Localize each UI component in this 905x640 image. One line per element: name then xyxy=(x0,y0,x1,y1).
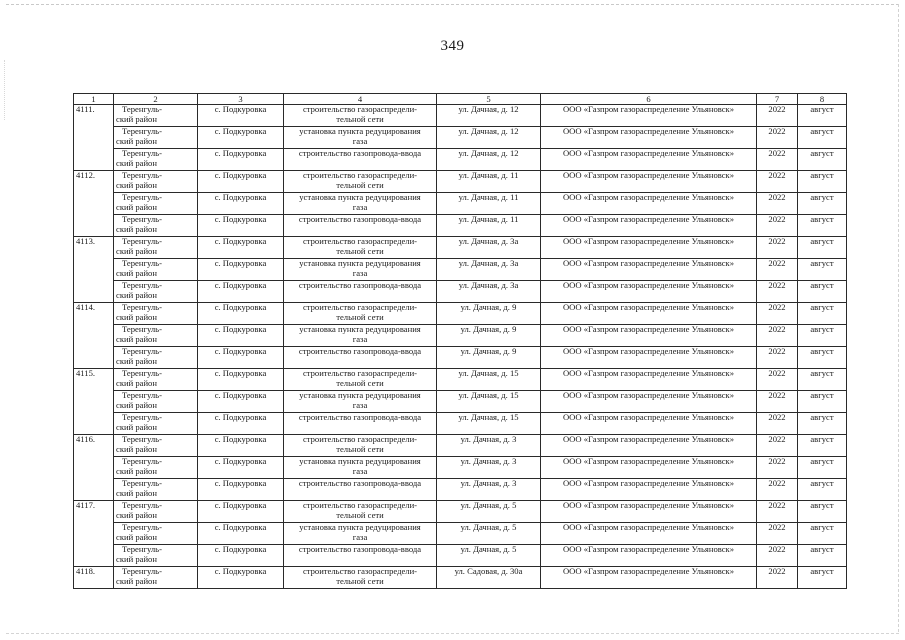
district-cell-line: Теренгуль- xyxy=(122,566,162,576)
work-type-cell xyxy=(284,281,437,303)
work-type-cell-line: строительство газопровода-ввода xyxy=(298,478,422,488)
district-cell-line: ский район xyxy=(116,289,157,300)
table-row xyxy=(74,193,847,215)
work-type-cell-line: строительство газораспредели- xyxy=(302,434,418,444)
year-cell: 2022 xyxy=(757,259,798,281)
year-cell: 2022 xyxy=(757,457,798,479)
district-cell-line: Теренгуль- xyxy=(122,544,162,554)
work-type-cell-line: установка пункта редуцирования xyxy=(299,390,421,400)
district-cell xyxy=(114,325,198,347)
work-type-cell-line: строительство газопровода-ввода xyxy=(298,214,422,224)
address-cell: ул. Дачная, д. 11 xyxy=(437,215,541,237)
address-cell: ул. Дачная, д. 5 xyxy=(437,501,541,523)
work-type-cell xyxy=(284,303,437,325)
table-row xyxy=(74,127,847,149)
work-type-cell xyxy=(284,523,437,545)
record-number-cell: 4113. xyxy=(74,237,114,303)
organization-cell: ООО «Газпром газораспределение Ульяновск» xyxy=(541,171,757,193)
address-cell: ул. Дачная, д. 15 xyxy=(437,391,541,413)
address-cell: ул. Дачная, д. 5 xyxy=(437,545,541,567)
district-cell xyxy=(114,105,198,127)
district-cell xyxy=(114,479,198,501)
district-cell-line: Теренгуль- xyxy=(122,412,162,422)
year-cell: 2022 xyxy=(757,435,798,457)
district-cell xyxy=(114,501,198,523)
work-type-cell xyxy=(284,215,437,237)
district-cell-line: Теренгуль- xyxy=(122,170,162,180)
organization-cell: ООО «Газпром газораспределение Ульяновск» xyxy=(541,523,757,545)
header-cell-1: 1 xyxy=(74,94,114,105)
organization-cell: ООО «Газпром газораспределение Ульяновск» xyxy=(541,259,757,281)
month-cell: август xyxy=(798,479,847,501)
district-cell-line: ский район xyxy=(116,267,157,278)
table-row xyxy=(74,325,847,347)
work-type-cell xyxy=(284,391,437,413)
district-cell-line: Теренгуль- xyxy=(122,302,162,312)
district-cell-line: ский район xyxy=(116,135,157,146)
table-row xyxy=(74,545,847,567)
month-cell: август xyxy=(798,259,847,281)
record-number-cell: 4111. xyxy=(74,105,114,171)
work-type-cell xyxy=(284,127,437,149)
district-cell-line: Теренгуль- xyxy=(122,368,162,378)
table-row xyxy=(74,501,847,523)
year-cell: 2022 xyxy=(757,523,798,545)
table-row xyxy=(74,391,847,413)
month-cell: август xyxy=(798,545,847,567)
month-cell: август xyxy=(798,325,847,347)
year-cell: 2022 xyxy=(757,567,798,589)
settlement-cell: с. Подкуровка xyxy=(198,325,284,347)
header-row xyxy=(74,94,847,105)
table-row xyxy=(74,259,847,281)
district-cell-line: ский район xyxy=(116,487,157,498)
address-cell: ул. Дачная, д. 3а xyxy=(437,237,541,259)
district-cell-line: Теренгуль- xyxy=(122,324,162,334)
organization-cell: ООО «Газпром газораспределение Ульяновск» xyxy=(541,479,757,501)
organization-cell: ООО «Газпром газораспределение Ульяновск» xyxy=(541,105,757,127)
district-cell-line: Теренгуль- xyxy=(122,456,162,466)
district-cell-line: ский район xyxy=(116,531,157,542)
district-cell-line: Теренгуль- xyxy=(122,192,162,202)
work-type-cell-line: газа xyxy=(352,267,368,278)
year-cell: 2022 xyxy=(757,391,798,413)
work-type-cell-line: тельной сети xyxy=(336,443,384,454)
address-cell: ул. Дачная, д. 12 xyxy=(437,127,541,149)
year-cell: 2022 xyxy=(757,325,798,347)
work-type-cell-line: тельной сети xyxy=(336,509,384,520)
settlement-cell: с. Подкуровка xyxy=(198,479,284,501)
month-cell: август xyxy=(798,105,847,127)
district-cell xyxy=(114,545,198,567)
address-cell: ул. Дачная, д. 9 xyxy=(437,303,541,325)
work-type-cell xyxy=(284,545,437,567)
address-cell: ул. Дачная, д. 15 xyxy=(437,369,541,391)
district-cell-line: Теренгуль- xyxy=(122,104,162,114)
work-type-cell-line: установка пункта редуцирования xyxy=(299,456,421,466)
work-type-cell xyxy=(284,193,437,215)
settlement-cell: с. Подкуровка xyxy=(198,237,284,259)
district-cell xyxy=(114,149,198,171)
address-cell: ул. Дачная, д. 11 xyxy=(437,193,541,215)
settlement-cell: с. Подкуровка xyxy=(198,149,284,171)
address-cell: ул. Дачная, д. 3а xyxy=(437,281,541,303)
district-cell-line: ский район xyxy=(116,421,157,432)
work-type-cell-line: строительство газораспредели- xyxy=(302,500,418,510)
work-type-cell-line: строительство газораспредели- xyxy=(302,104,418,114)
work-type-cell xyxy=(284,567,437,589)
month-cell: август xyxy=(798,391,847,413)
district-cell-line: Теренгуль- xyxy=(122,280,162,290)
organization-cell: ООО «Газпром газораспределение Ульяновск» xyxy=(541,391,757,413)
settlement-cell: с. Подкуровка xyxy=(198,523,284,545)
district-cell xyxy=(114,347,198,369)
district-cell-line: Теренгуль- xyxy=(122,522,162,532)
scan-edge-top xyxy=(6,4,899,5)
organization-cell: ООО «Газпром газораспределение Ульяновск» xyxy=(541,237,757,259)
district-cell-line: ский район xyxy=(116,201,157,212)
work-type-cell-line: строительство газораспредели- xyxy=(302,170,418,180)
settlement-cell: с. Подкуровка xyxy=(198,281,284,303)
month-cell: август xyxy=(798,369,847,391)
district-cell-line: Теренгуль- xyxy=(122,434,162,444)
year-cell: 2022 xyxy=(757,215,798,237)
organization-cell: ООО «Газпром газораспределение Ульяновск» xyxy=(541,149,757,171)
district-cell-line: ский район xyxy=(116,575,157,586)
organization-cell: ООО «Газпром газораспределение Ульяновск» xyxy=(541,545,757,567)
district-cell-line: Теренгуль- xyxy=(122,478,162,488)
organization-cell: ООО «Газпром газораспределение Ульяновск» xyxy=(541,281,757,303)
organization-cell: ООО «Газпром газораспределение Ульяновск» xyxy=(541,501,757,523)
month-cell: август xyxy=(798,193,847,215)
organization-cell: ООО «Газпром газораспределение Ульяновск» xyxy=(541,127,757,149)
header-cell-6: 6 xyxy=(541,94,757,105)
work-type-cell-line: газа xyxy=(352,399,368,410)
month-cell: август xyxy=(798,457,847,479)
work-type-cell xyxy=(284,347,437,369)
address-cell: ул. Дачная, д. 15 xyxy=(437,413,541,435)
district-cell-line: ский район xyxy=(116,157,157,168)
organization-cell: ООО «Газпром газораспределение Ульяновск» xyxy=(541,347,757,369)
district-cell xyxy=(114,215,198,237)
work-type-cell xyxy=(284,259,437,281)
address-cell: ул. Дачная, д. 12 xyxy=(437,149,541,171)
work-type-cell-line: тельной сети xyxy=(336,575,384,586)
month-cell: август xyxy=(798,567,847,589)
district-cell-line: ский район xyxy=(116,223,157,234)
settlement-cell: с. Подкуровка xyxy=(198,193,284,215)
settlement-cell: с. Подкуровка xyxy=(198,347,284,369)
header-cell-4: 4 xyxy=(284,94,437,105)
work-type-cell-line: установка пункта редуцирования xyxy=(299,324,421,334)
district-cell xyxy=(114,193,198,215)
work-type-cell-line: тельной сети xyxy=(336,113,384,124)
scan-edge-left xyxy=(4,60,5,120)
month-cell: август xyxy=(798,237,847,259)
district-cell-line: Теренгуль- xyxy=(122,126,162,136)
work-type-cell-line: строительство газопровода-ввода xyxy=(298,346,422,356)
record-number-cell: 4116. xyxy=(74,435,114,501)
month-cell: август xyxy=(798,149,847,171)
district-cell-line: ский район xyxy=(116,355,157,366)
record-number-cell: 4115. xyxy=(74,369,114,435)
organization-cell: ООО «Газпром газораспределение Ульяновск» xyxy=(541,193,757,215)
work-type-cell xyxy=(284,501,437,523)
record-number-cell: 4114. xyxy=(74,303,114,369)
address-cell: ул. Дачная, д. 9 xyxy=(437,347,541,369)
district-cell-line: Теренгуль- xyxy=(122,236,162,246)
work-type-cell-line: строительство газопровода-ввода xyxy=(298,544,422,554)
work-type-cell-line: установка пункта редуцирования xyxy=(299,258,421,268)
organization-cell: ООО «Газпром газораспределение Ульяновск» xyxy=(541,369,757,391)
work-type-cell-line: тельной сети xyxy=(336,245,384,256)
district-cell-line: Теренгуль- xyxy=(122,258,162,268)
header-cell-2: 2 xyxy=(114,94,198,105)
organization-cell: ООО «Газпром газораспределение Ульяновск» xyxy=(541,303,757,325)
month-cell: август xyxy=(798,171,847,193)
table-row xyxy=(74,149,847,171)
district-cell xyxy=(114,303,198,325)
district-cell xyxy=(114,369,198,391)
table-row xyxy=(74,523,847,545)
organization-cell: ООО «Газпром газораспределение Ульяновск» xyxy=(541,457,757,479)
district-cell xyxy=(114,391,198,413)
settlement-cell: с. Подкуровка xyxy=(198,171,284,193)
district-cell-line: Теренгуль- xyxy=(122,500,162,510)
district-cell-line: ский район xyxy=(116,509,157,520)
year-cell: 2022 xyxy=(757,149,798,171)
year-cell: 2022 xyxy=(757,369,798,391)
settlement-cell: с. Подкуровка xyxy=(198,127,284,149)
settlement-cell: с. Подкуровка xyxy=(198,215,284,237)
month-cell: август xyxy=(798,435,847,457)
work-type-cell-line: строительство газопровода-ввода xyxy=(298,412,422,422)
work-type-cell xyxy=(284,325,437,347)
district-cell xyxy=(114,435,198,457)
year-cell: 2022 xyxy=(757,303,798,325)
settlement-cell: с. Подкуровка xyxy=(198,391,284,413)
work-type-cell-line: строительство газораспредели- xyxy=(302,368,418,378)
work-type-cell xyxy=(284,105,437,127)
work-type-cell xyxy=(284,479,437,501)
year-cell: 2022 xyxy=(757,347,798,369)
settlement-cell: с. Подкуровка xyxy=(198,259,284,281)
district-cell-line: Теренгуль- xyxy=(122,346,162,356)
table-row xyxy=(74,369,847,391)
district-cell-line: ский район xyxy=(116,377,157,388)
work-type-cell-line: тельной сети xyxy=(336,179,384,190)
settlement-cell: с. Подкуровка xyxy=(198,105,284,127)
district-cell xyxy=(114,281,198,303)
organization-cell: ООО «Газпром газораспределение Ульяновск» xyxy=(541,413,757,435)
district-cell-line: ский район xyxy=(116,245,157,256)
address-cell: ул. Дачная, д. 12 xyxy=(437,105,541,127)
settlement-cell: с. Подкуровка xyxy=(198,435,284,457)
district-cell-line: Теренгуль- xyxy=(122,390,162,400)
work-type-cell-line: строительство газораспредели- xyxy=(302,236,418,246)
district-cell-line: ский район xyxy=(116,465,157,476)
work-type-cell-line: тельной сети xyxy=(336,377,384,388)
year-cell: 2022 xyxy=(757,479,798,501)
year-cell: 2022 xyxy=(757,413,798,435)
district-cell xyxy=(114,523,198,545)
district-cell xyxy=(114,413,198,435)
header-cell-8: 8 xyxy=(798,94,847,105)
table-row xyxy=(74,347,847,369)
settlement-cell: с. Подкуровка xyxy=(198,567,284,589)
district-cell-line: ский район xyxy=(116,443,157,454)
organization-cell: ООО «Газпром газораспределение Ульяновск» xyxy=(541,435,757,457)
table-row xyxy=(74,567,847,589)
scan-edge-bottom xyxy=(6,633,899,634)
district-cell-line: ский район xyxy=(116,399,157,410)
work-type-cell xyxy=(284,457,437,479)
work-type-cell xyxy=(284,237,437,259)
year-cell: 2022 xyxy=(757,281,798,303)
settlement-cell: с. Подкуровка xyxy=(198,501,284,523)
scan-edge-right xyxy=(898,4,899,632)
address-cell: ул. Дачная, д. 11 xyxy=(437,171,541,193)
table-row xyxy=(74,215,847,237)
record-number-cell: 4112. xyxy=(74,171,114,237)
settlement-cell: с. Подкуровка xyxy=(198,303,284,325)
works-register-table xyxy=(73,93,847,589)
year-cell: 2022 xyxy=(757,171,798,193)
organization-cell: ООО «Газпром газораспределение Ульяновск» xyxy=(541,325,757,347)
district-cell xyxy=(114,237,198,259)
work-type-cell-line: газа xyxy=(352,531,368,542)
header-cell-7: 7 xyxy=(757,94,798,105)
month-cell: август xyxy=(798,413,847,435)
year-cell: 2022 xyxy=(757,127,798,149)
address-cell: ул. Дачная, д. 3а xyxy=(437,259,541,281)
settlement-cell: с. Подкуровка xyxy=(198,369,284,391)
district-cell-line: ский район xyxy=(116,113,157,124)
district-cell-line: Теренгуль- xyxy=(122,148,162,158)
district-cell-line: ский район xyxy=(116,553,157,564)
table-row xyxy=(74,457,847,479)
district-cell xyxy=(114,171,198,193)
month-cell: август xyxy=(798,303,847,325)
district-cell-line: ский район xyxy=(116,311,157,322)
work-type-cell-line: газа xyxy=(352,135,368,146)
table-row xyxy=(74,171,847,193)
work-type-cell-line: газа xyxy=(352,201,368,212)
month-cell: август xyxy=(798,127,847,149)
address-cell: ул. Дачная, д. 9 xyxy=(437,325,541,347)
address-cell: ул. Дачная, д. 5 xyxy=(437,523,541,545)
month-cell: август xyxy=(798,215,847,237)
address-cell: ул. Дачная, д. 3 xyxy=(437,479,541,501)
table-row xyxy=(74,237,847,259)
work-type-cell-line: строительство газораспредели- xyxy=(302,302,418,312)
district-cell xyxy=(114,567,198,589)
organization-cell: ООО «Газпром газораспределение Ульяновск» xyxy=(541,567,757,589)
settlement-cell: с. Подкуровка xyxy=(198,545,284,567)
month-cell: август xyxy=(798,347,847,369)
table-row xyxy=(74,303,847,325)
work-type-cell-line: строительство газопровода-ввода xyxy=(298,280,422,290)
page-number: 349 xyxy=(440,38,465,54)
month-cell: август xyxy=(798,523,847,545)
header-cell-3: 3 xyxy=(198,94,284,105)
year-cell: 2022 xyxy=(757,193,798,215)
work-type-cell xyxy=(284,413,437,435)
district-cell-line: ский район xyxy=(116,333,157,344)
year-cell: 2022 xyxy=(757,545,798,567)
district-cell xyxy=(114,127,198,149)
table-row xyxy=(74,281,847,303)
work-type-cell-line: установка пункта редуцирования xyxy=(299,126,421,136)
district-cell xyxy=(114,457,198,479)
organization-cell: ООО «Газпром газораспределение Ульяновск» xyxy=(541,215,757,237)
work-type-cell xyxy=(284,149,437,171)
work-type-cell-line: установка пункта редуцирования xyxy=(299,522,421,532)
table-row xyxy=(74,413,847,435)
address-cell: ул. Дачная, д. 3 xyxy=(437,457,541,479)
year-cell: 2022 xyxy=(757,105,798,127)
header-cell-5: 5 xyxy=(437,94,541,105)
work-type-cell xyxy=(284,435,437,457)
month-cell: август xyxy=(798,501,847,523)
district-cell-line: Теренгуль- xyxy=(122,214,162,224)
record-number-cell: 4117. xyxy=(74,501,114,567)
work-type-cell-line: тельной сети xyxy=(336,311,384,322)
work-type-cell xyxy=(284,369,437,391)
address-cell: ул. Садовая, д. 30а xyxy=(437,567,541,589)
year-cell: 2022 xyxy=(757,237,798,259)
district-cell xyxy=(114,259,198,281)
table-row xyxy=(74,435,847,457)
work-type-cell-line: строительство газопровода-ввода xyxy=(298,148,422,158)
address-cell: ул. Дачная, д. 3 xyxy=(437,435,541,457)
table-row xyxy=(74,105,847,127)
register-body xyxy=(74,105,847,589)
year-cell: 2022 xyxy=(757,501,798,523)
district-cell-line: ский район xyxy=(116,179,157,190)
settlement-cell: с. Подкуровка xyxy=(198,457,284,479)
record-number-cell: 4118. xyxy=(74,567,114,589)
table-row xyxy=(74,479,847,501)
work-type-cell xyxy=(284,171,437,193)
work-type-cell-line: газа xyxy=(352,465,368,476)
settlement-cell: с. Подкуровка xyxy=(198,413,284,435)
month-cell: август xyxy=(798,281,847,303)
work-type-cell-line: газа xyxy=(352,333,368,344)
work-type-cell-line: строительство газораспредели- xyxy=(302,566,418,576)
work-type-cell-line: установка пункта редуцирования xyxy=(299,192,421,202)
